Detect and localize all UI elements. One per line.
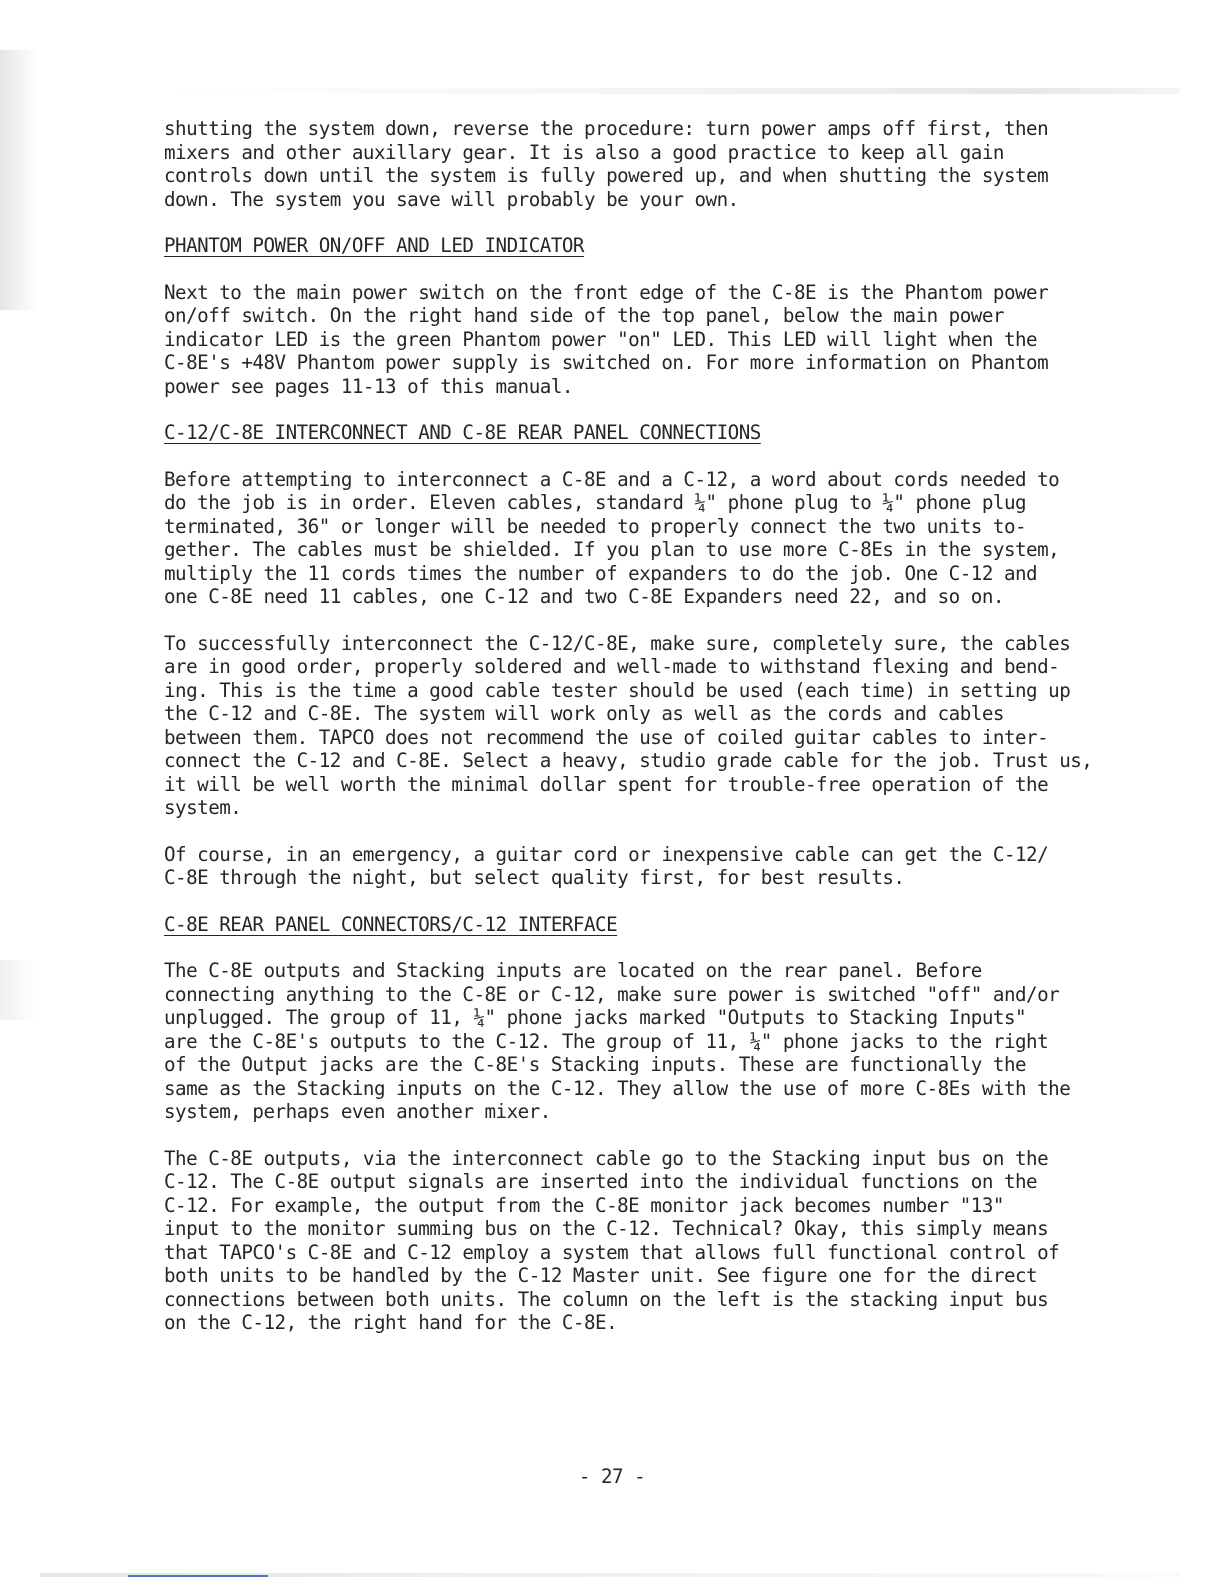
text-line: system. [164, 796, 242, 819]
section-heading-rear-panel [164, 913, 1174, 937]
text-line: terminated, 36" or longer will be needed to properly connect the two units to- [164, 514, 1027, 538]
text-line: input to the monitor summing bus on the C-12. Technical? Okay, this simply means [164, 1217, 1049, 1240]
scan-shadow-left [0, 50, 40, 310]
text-line: power see pages 11-13 of this manual. [164, 374, 573, 398]
page-number: - 27 - [578, 1465, 646, 1488]
section-heading-text: C-8E REAR PANEL CONNECTORS/C-12 INTERFACE [164, 912, 618, 936]
text-line: both units to be handled by the C-12 Master unit. See figure one for the direct [164, 1264, 1038, 1287]
text-line: one C-8E need 11 cables, one C-12 and two C-8E Expanders need 22, and so on. [164, 585, 1004, 608]
text-line: The C-8E outputs, via the interconnect cable go to the Stacking input bus on the [164, 1146, 1049, 1170]
text-line: on/off switch. On the right hand side of the top panel, below the main power [164, 304, 1004, 327]
text-line: connect the C-12 and C-8E. Select a heavy, studio grade cable for the job. Trust us, [164, 749, 1093, 772]
text-line: Before attempting to interconnect a C-8E and a C-12, a word about cords needed to [164, 467, 1060, 491]
text-line: C-8E's +48V Phantom power supply is switched on. For more information on Phantom [164, 351, 1049, 374]
text-line: down. The system you save will probably be your own. [164, 187, 739, 211]
text-line: multiply the 11 cords times the number of expanders to do the job. One C-12 and [164, 561, 1038, 585]
interconnect-paragraph-3 [164, 843, 1174, 890]
section-heading-text: C-12/C-8E INTERCONNECT AND C-8E REAR PANEL CONNECTIONS [164, 421, 761, 444]
text-line: Next to the main power switch on the front edge of the C-8E is the Phantom power [164, 280, 1049, 304]
section-heading-text: PHANTOM POWER ON/OFF AND LED INDICATOR [164, 234, 584, 257]
text-line: C-8E through the night, but select quality first, for best results. [164, 866, 905, 889]
text-line: that TAPCO's C-8E and C-12 employ a system that allows full functional control of [164, 1240, 1060, 1264]
text-line: C-12. For example, the output from the C-8E monitor jack becomes number "13" [164, 1193, 1004, 1217]
text-line: gether. The cables must be shielded. If you plan to use more C-8Es in the system, [164, 538, 1060, 561]
text-line: The C-8E outputs and Stacking inputs are located on the rear panel. Before [164, 959, 982, 982]
text-line: controls down until the system is fully powered up, and when shutting the system [164, 164, 1049, 187]
phantom-paragraph [164, 281, 1174, 399]
text-line: on the C-12, the right hand for the C-8E. [164, 1311, 618, 1334]
text-line: Of course, in an emergency, a guitar cord or inexpensive cable can get the C-12/ [164, 842, 1049, 866]
intro-paragraph [164, 117, 1174, 211]
rear-panel-paragraph-1 [164, 959, 1174, 1124]
section-heading-interconnect [164, 421, 1174, 445]
scan-artifact-line [128, 1575, 268, 1577]
text-line: shutting the system down, reverse the procedure: turn power amps off first, then [164, 117, 1049, 140]
text-line: are the C-8E's outputs to the C-12. The group of 11, ¼" phone jacks to the right [164, 1029, 1049, 1053]
text-line: connecting anything to the C-8E or C-12, make sure power is switched "off" and/or [164, 982, 1060, 1006]
rear-panel-paragraph-2 [164, 1147, 1174, 1335]
text-line: of the Output jacks are the C-8E's Stacking inputs. These are functionally the [164, 1053, 1027, 1076]
text-line: the C-12 and C-8E. The system will work only as well as the cords and cables [164, 702, 1004, 725]
interconnect-paragraph-2 [164, 632, 1174, 820]
text-line: To successfully interconnect the C-12/C-8E, make sure, completely sure, the cables [164, 631, 1071, 655]
text-line: unplugged. The group of 11, ¼" phone jacks marked "Outputs to Stacking Inputs" [164, 1006, 1027, 1029]
scan-shadow-left-lower [0, 960, 40, 1020]
text-line: system, perhaps even another mixer. [164, 1100, 551, 1123]
page-body [164, 117, 1174, 1358]
interconnect-paragraph-1 [164, 468, 1174, 609]
text-line: mixers and other auxillary gear. It is also a good practice to keep all gain [164, 140, 1004, 164]
scan-bleed-top [160, 88, 1180, 94]
text-line: indicator LED is the green Phantom power "on" LED. This LED will light when the [164, 327, 1038, 351]
text-line: are in good order, properly soldered and well-made to withstand flexing and bend- [164, 655, 1060, 678]
text-line: connections between both units. The column on the left is the stacking input bus [164, 1287, 1049, 1311]
text-line: do the job is in order. Eleven cables, standard ¼" phone plug to ¼" phone plug [164, 491, 1027, 514]
text-line: ing. This is the time a good cable tester should be used (each time) in setting up [164, 678, 1071, 702]
text-line: between them. TAPCO does not recommend the use of coiled guitar cables to inter- [164, 725, 1049, 749]
text-line: it will be well worth the minimal dollar spent for trouble-free operation of the [164, 772, 1049, 796]
text-line: C-12. The C-8E output signals are inserted into the individual functions on the [164, 1170, 1038, 1193]
section-heading-phantom [164, 234, 1174, 258]
text-line: same as the Stacking inputs on the C-12. They allow the use of more C-8Es with the [164, 1076, 1071, 1100]
